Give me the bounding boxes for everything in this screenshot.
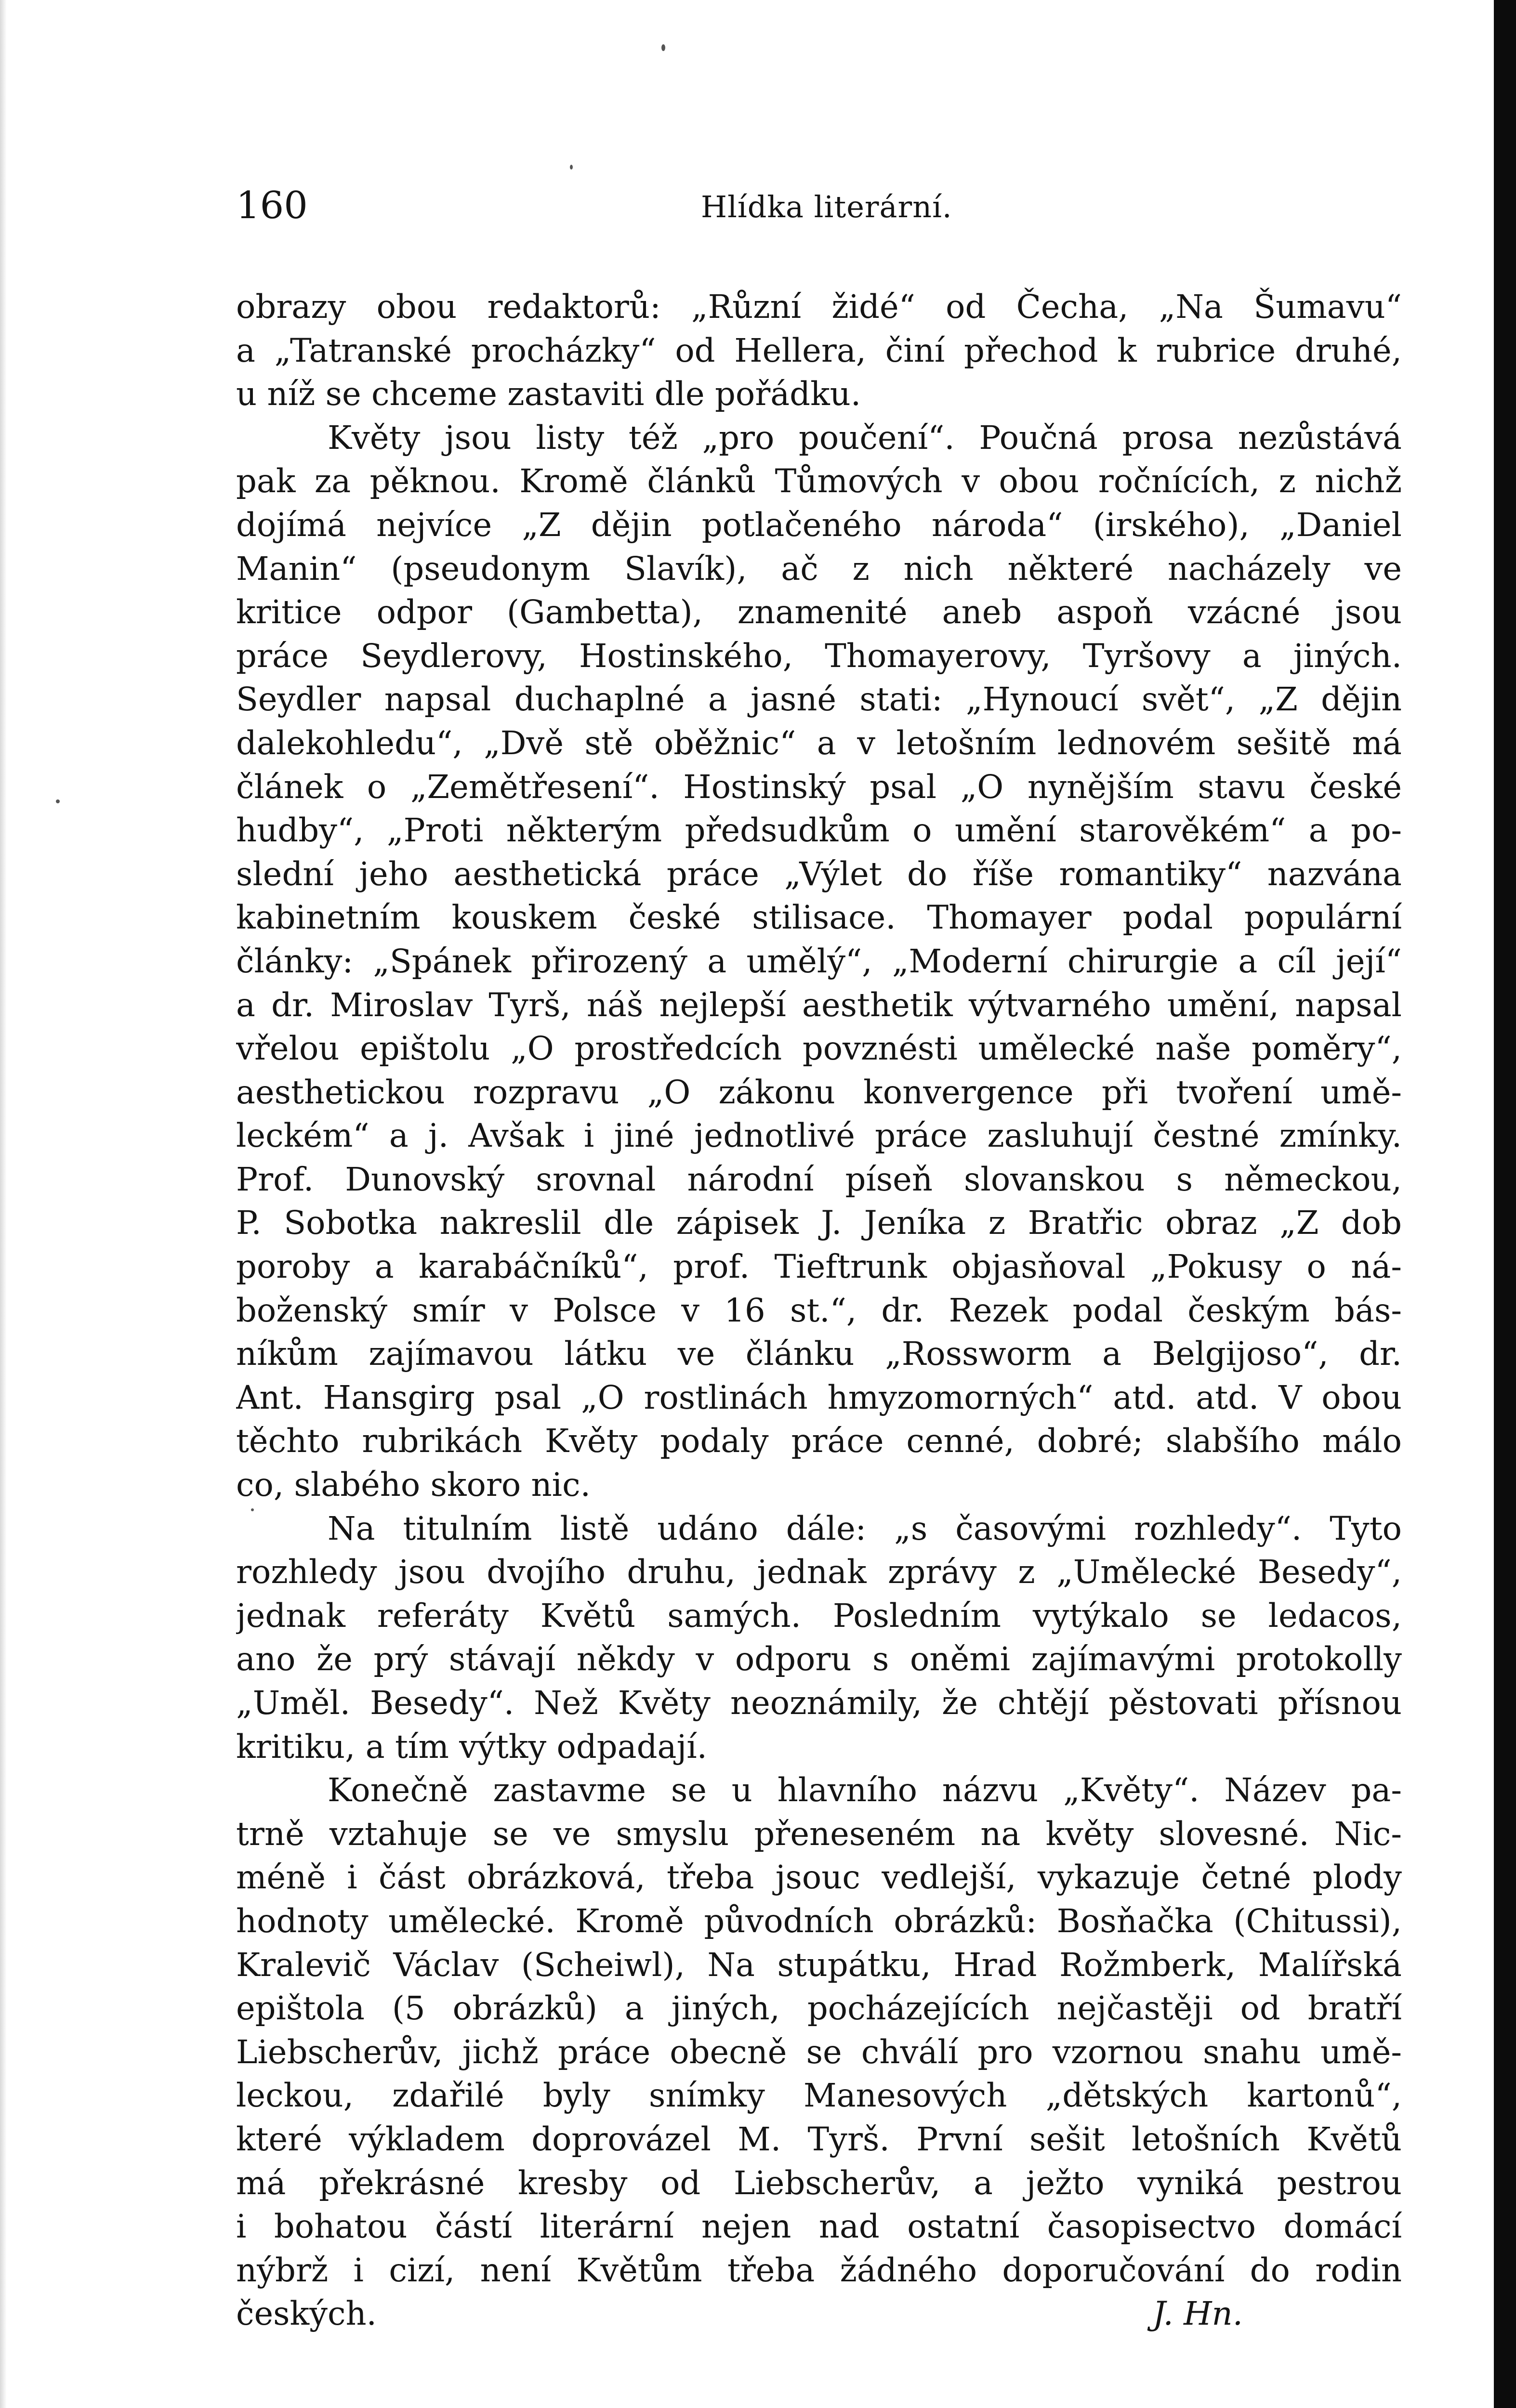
text-line: dojímá nejvíce „Z dějin potlačeného národa“ (irského), „Daniel: [236, 506, 1402, 544]
text-line: u níž se chceme zastaviti dle pořádku.: [236, 375, 861, 413]
text-line: poroby a karabáčníků“, prof. Tieftrunk objasňoval „Pokusy o ná-: [236, 1248, 1402, 1286]
scan-speck: [570, 165, 573, 170]
running-head: Hlídka literární.: [701, 189, 952, 224]
text-line: P. Sobotka nakreslil dle zápisek J. Jeníka z Bratřic obraz „Z dob: [236, 1204, 1402, 1242]
text-line: co, slabého skoro nic.: [236, 1466, 591, 1504]
text-line: články: „Spánek přirozený a umělý“, „Moderní chirurgie a cíl její“: [236, 942, 1402, 980]
text-line: obrazy obou redaktorů: „Různí židé“ od Čecha, „Na Šumavu“: [236, 288, 1402, 326]
text-line: rozhledy jsou dvojího druhu, jednak zprávy z „Umělecké Besedy“,: [236, 1553, 1402, 1591]
text-line: práce Seydlerovy, Hostinského, Thomayerovy, Tyršovy a jiných.: [236, 637, 1402, 675]
text-line: pak za pěknou. Kromě článků Tůmových v obou ročnících, z nichž: [236, 462, 1402, 500]
text-line: Seydler napsal duchaplné a jasné stati: „Hynoucí svět“, „Z dějin: [236, 681, 1402, 719]
text-line: leckou, zdařilé byly snímky Manesových „dětských kartonů“,: [236, 2077, 1402, 2115]
text-line: kritiku, a tím výtky odpadají.: [236, 1727, 707, 1766]
text-line: článek o „Zemětřesení“. Hostinský psal „O nynějším stavu české: [236, 768, 1402, 806]
text-line: a dr. Miroslav Tyrš, náš nejlepší aesthetik výtvarného umění, napsal: [236, 986, 1402, 1024]
text-line: jednak referáty Květů samých. Posledním vytýkalo se ledacos,: [236, 1597, 1402, 1635]
text-line: epištola (5 obrázků) a jiných, pocházejících nejčastěji od bratří: [236, 1989, 1402, 2028]
text-line: ano že prý stávají někdy v odporu s oněmi zajímavými protokolly: [236, 1640, 1402, 1678]
text-line: těchto rubrikách Květy podaly práce cenné, dobré; slabšího málo: [236, 1422, 1402, 1460]
text-line: boženský smír v Polsce v 16 st.“, dr. Rezek podal českým bás-: [236, 1291, 1402, 1329]
text-line: trně vztahuje se ve smyslu přeneseném na květy slovesné. Nic-: [236, 1815, 1402, 1853]
page-left-edge: [0, 0, 7, 2408]
text-line: slední jeho aesthetická práce „Výlet do říše romantiky“ nazvána: [236, 855, 1402, 893]
article-body: [236, 285, 1402, 2336]
text-line: hodnoty umělecké. Kromě původních obrázků: Bosňačka (Chitussi),: [236, 1902, 1402, 1940]
author-signature: J. Hn.: [1152, 2295, 1243, 2333]
text-line-end: českých.: [236, 2295, 377, 2333]
text-line: Konečně zastavme se u hlavního názvu „Květy“. Název pa-: [328, 1771, 1402, 1809]
text-line: Kralevič Václav (Scheiwl), Na stupátku, Hrad Rožmberk, Malířská: [236, 1946, 1402, 1984]
text-line: hudby“, „Proti některým předsudkům o umění starověkém“ a po-: [236, 811, 1402, 850]
text-line: Manin“ (pseudonym Slavík), ač z nich některé nacházely ve: [236, 550, 1402, 588]
text-line: má překrásné kresby od Liebscherův, a ježto vyniká pestrou: [236, 2164, 1402, 2202]
text-line: kritice odpor (Gambetta), znamenité aneb aspoň vzácné jsou: [236, 593, 1402, 631]
scan-speck: [661, 44, 665, 51]
text-line: kabinetním kouskem české stilisace. Thomayer podal populární: [236, 899, 1402, 937]
text-line: „Uměl. Besedy“. Než Květy neoznámily, že chtějí pěstovati přísnou: [236, 1684, 1402, 1722]
text-line: Liebscherův, jichž práce obecně se chválí pro vzornou snahu umě-: [236, 2033, 1402, 2071]
page-number: 160: [236, 184, 308, 227]
text-line: leckém“ a j. Avšak i jiné jednotlivé práce zasluhují čestné zmínky.: [236, 1117, 1402, 1155]
text-line: Prof. Dunovský srovnal národní píseň slovanskou s německou,: [236, 1160, 1402, 1198]
text-line: nýbrž i cizí, není Květům třeba žádného doporučování do rodin: [236, 2251, 1402, 2289]
scan-border: [1494, 0, 1516, 2408]
text-line: Ant. Hansgirg psal „O rostlinách hmyzomorných“ atd. atd. V obou: [236, 1378, 1402, 1416]
page-header: [236, 184, 1402, 227]
text-line: méně i část obrázková, třeba jsouc vedlejší, vykazuje četné plody: [236, 1858, 1402, 1897]
text-line: vřelou epištolu „O prostředcích povznésti umělecké naše poměry“,: [236, 1030, 1402, 1068]
text-line: aesthetickou rozpravu „O zákonu konvergence při tvoření umě-: [236, 1073, 1402, 1111]
text-line: které výkladem doprovázel M. Tyrš. První sešit letošních Květů: [236, 2120, 1402, 2158]
scan-speck: [56, 799, 60, 803]
text-line: Na titulním listě udáno dále: „s časovými rozhledy“. Tyto: [328, 1509, 1402, 1547]
text-line: a „Tatranské procházky“ od Hellera, činí přechod k rubrice druhé,: [236, 331, 1402, 369]
text-line: i bohatou částí literární nejen nad ostatní časopisectvo domácí: [236, 2208, 1402, 2246]
text-line: níkům zajímavou látku ve článku „Rossworm a Belgijoso“, dr.: [236, 1335, 1402, 1373]
text-line: dalekohledu“, „Dvě stě oběžnic“ a v letošním lednovém sešitě má: [236, 724, 1402, 762]
text-line-final: [236, 2292, 1402, 2336]
text-line: Květy jsou listy též „pro poučení“. Poučná prosa nezůstává: [328, 419, 1402, 457]
